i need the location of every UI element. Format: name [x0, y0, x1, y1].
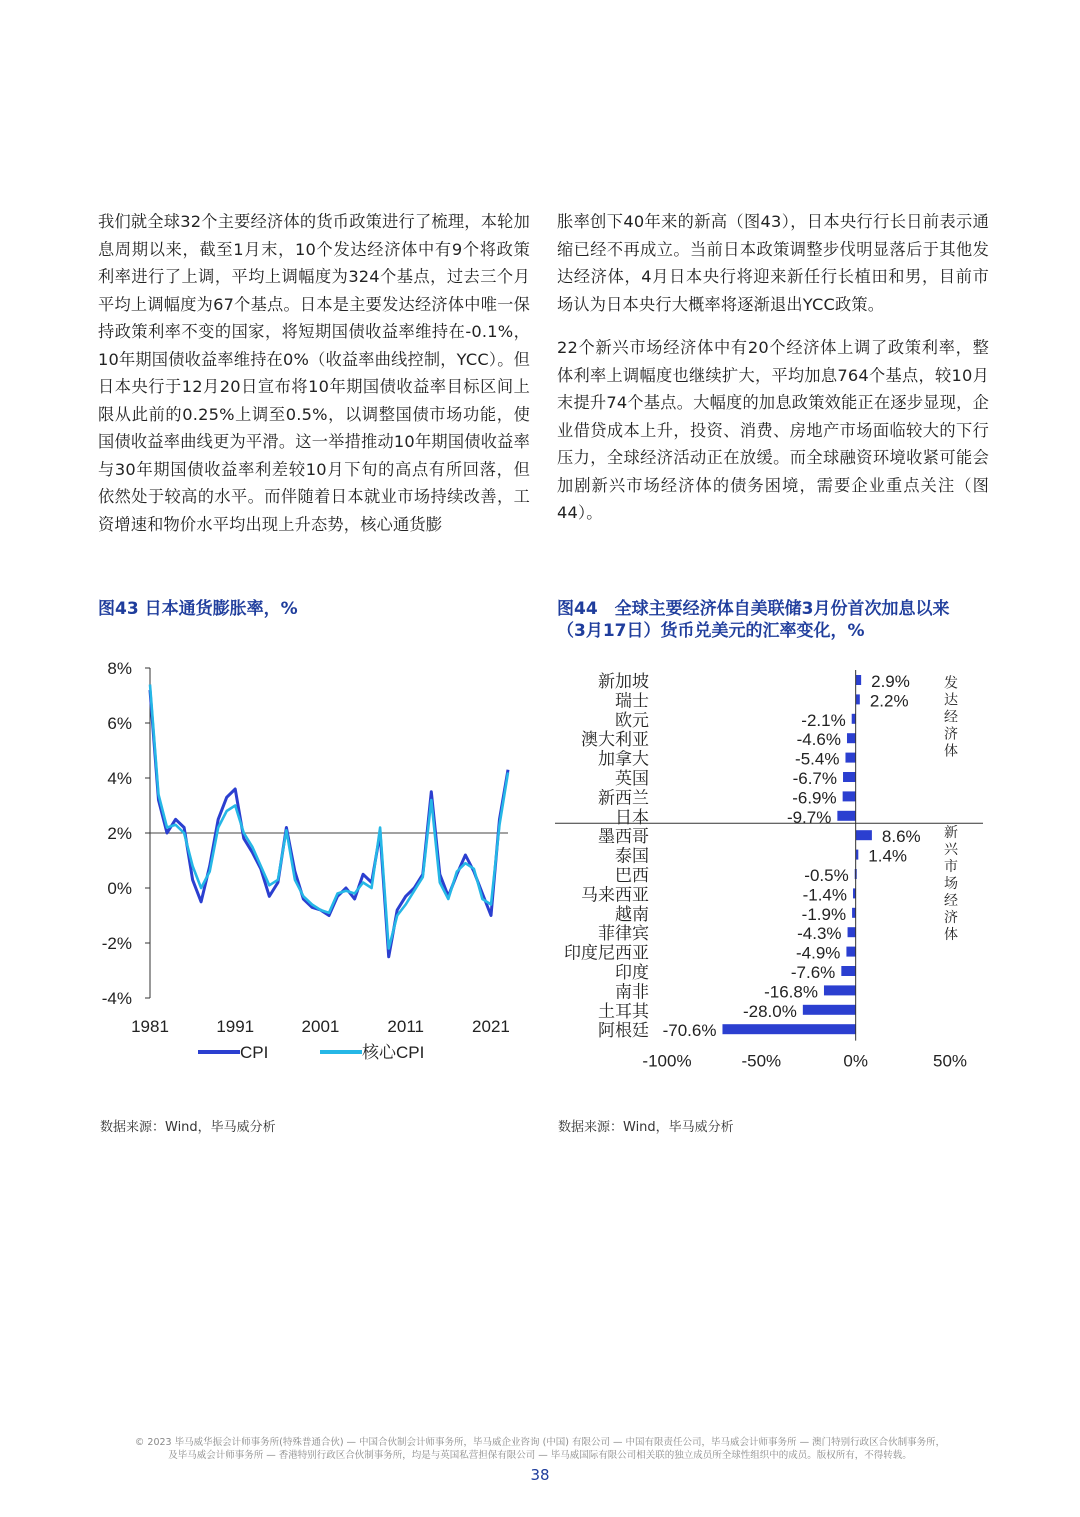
y-tick-label: 8% [107, 659, 132, 678]
group-label-emerging: 新兴市场经济体 [943, 824, 959, 944]
data-label: -4.6% [796, 730, 841, 750]
x-tick-label: 1991 [216, 1017, 255, 1036]
y-tick-label: -4% [101, 989, 132, 1008]
category-label: 加拿大 [598, 749, 649, 769]
bar [846, 947, 855, 957]
fig43-chart [90, 648, 530, 1068]
x-tick-label: -100% [642, 1051, 692, 1071]
data-label: -4.3% [797, 924, 842, 944]
bar [845, 753, 855, 763]
fig43-source: 数据来源：Wind，毕马威分析 [100, 1120, 276, 1135]
y-tick-label: 0% [107, 879, 132, 898]
x-tick-label: 2021 [472, 1017, 510, 1036]
category-label: 印度尼西亚 [564, 943, 649, 963]
legend-label-core-cpi: 核心CPI [362, 1043, 425, 1062]
bar [803, 1005, 856, 1015]
x-tick-label: -50% [741, 1051, 782, 1071]
bar [722, 1024, 855, 1034]
category-label: 欧元 [615, 710, 649, 730]
data-label: -7.6% [790, 963, 836, 982]
data-label: -5.4% [795, 749, 840, 769]
footer-legal-line1: © 2023 毕马威华振会计师事务所(特殊普通合伙) — 中国合伙制会计师事务所，毕马威企业咨询 (中国) 有限公司 — 中国有限责任公司，毕马威会计师事务所 — 澳门特别行政区合伙制事务所， [134, 1437, 946, 1448]
paragraph: 22个新兴市场经济体中有20个经济体上调了政策利率，整体利率上调幅度也继续扩大，平均加息764个基点，较10月末提升74个基点。大幅度的加息政策效能正在逐步显现，企业借贷成本上升，投资、消费、房地产市场面临较大的下行压力，全球经济活动正在放缓。而全球融资环境收紧可能会加剧新兴市场经济体的债务困境，需要企业重点关注（图44）。 [557, 338, 989, 522]
right-column [557, 208, 989, 543]
category-label: 越南 [615, 904, 649, 924]
category-label: 澳大利亚 [581, 730, 649, 750]
category-label: 阿根廷 [598, 1021, 649, 1041]
category-label: 墨西哥 [598, 827, 649, 847]
category-label: 土耳其 [598, 1001, 649, 1021]
bar [848, 927, 856, 937]
data-label: -28.0% [742, 1001, 797, 1021]
y-tick-label: 2% [107, 824, 132, 843]
x-tick-label: 2001 [301, 1017, 340, 1036]
category-label: 泰国 [615, 846, 649, 866]
fig44-source: 数据来源：Wind，毕马威分析 [558, 1120, 734, 1135]
bar [852, 908, 856, 918]
bar [837, 811, 855, 821]
data-label: 8.6% [881, 827, 921, 847]
data-label: 1.4% [868, 846, 908, 866]
data-label: -0.5% [804, 866, 849, 885]
fig44-title [557, 598, 997, 642]
x-tick-label: 0% [843, 1051, 868, 1071]
category-label: 新加坡 [598, 672, 649, 691]
bar [856, 694, 860, 704]
data-label: -9.7% [786, 807, 832, 827]
data-label: -2.1% [801, 710, 846, 730]
y-tick-label: 4% [107, 769, 132, 788]
data-label: -16.8% [764, 982, 818, 1002]
group-label-developed: 发达经济体 [943, 675, 959, 761]
footer-legal-line2: 及毕马威会计师事务所 — 香港特别行政区合伙制事务所，均是与英国私营担保有限公司 — 毕马威国际有限公司相关联的独立成员所全球性组织中的成员。版权所有，不得转载。 [168, 1450, 912, 1461]
category-label: 新西兰 [598, 788, 649, 808]
paragraph: 胀率创下40年来的新高（图43），日本央行行长日前表示通缩已经不再成立。当前日本政策调整步伐明显落后于其他发达经济体，4月日本央行将迎来新任行长植田和男，目前市场认为日本央行大概率将逐渐退出YCC政策。 [557, 212, 989, 314]
category-label: 日本 [615, 807, 649, 827]
category-label: 菲律宾 [598, 924, 649, 944]
data-label: -6.9% [792, 788, 837, 808]
data-label: -4.9% [796, 943, 841, 963]
data-label: -6.7% [792, 769, 838, 788]
legend-label-cpi: CPI [240, 1043, 269, 1062]
fig44-title-line1: 图44 全球主要经济体自美联储3月份首次加息以来 [557, 599, 950, 619]
paragraph: 我们就全球32个主要经济体的货币政策进行了梳理，本轮加息周期以来，截至1月末，10个发达经济体中有9个将政策利率进行了上调，平均上调幅度为324个基点，过去三个月平均上调幅度为67个基点。日本是主要发达经济体中唯一保持政策利率不变的国家，将短期国债收益率维持在-0.1%，10年期国债收益率维持在0%（收益率曲线控制，YCC）。但日本央行于12月20日宣布将10年期国债收益率目标区间上限从此前的0.25%上调至0.5%，以调整国债市场功能，使国债收益率曲线更为平滑。这一举措推动10年期国债收益率与30年期国债收益率利差较10月下旬的高点有所回落，但依然处于较高的水平。而伴随着日本就业市场持续改善，工资增速和物价水平均出现上升态势，核心通货膨 [98, 212, 530, 534]
bar [841, 966, 855, 976]
category-label: 马来西亚 [581, 885, 649, 905]
fig44-title-line2: （3月17日）货币兑美元的汇率变化，% [557, 621, 865, 641]
bar [824, 985, 856, 995]
bar [847, 733, 856, 743]
data-label: -70.6% [662, 1021, 717, 1041]
category-label: 南非 [615, 982, 649, 1002]
data-label: -1.4% [802, 885, 848, 905]
data-label: 2.9% [871, 672, 910, 691]
bar [843, 791, 856, 801]
y-tick-label: -2% [101, 934, 132, 953]
category-label: 英国 [615, 769, 649, 788]
x-tick-label: 2011 [387, 1017, 424, 1036]
fig44-chart [555, 660, 995, 1090]
data-label: -1.9% [801, 904, 847, 924]
core-cpi-series-line [150, 685, 508, 949]
category-label: 印度 [615, 963, 649, 982]
cpi-series-line [150, 690, 508, 957]
fig43-title: 图43 日本通货膨胀率，% [98, 599, 298, 619]
left-column [98, 208, 530, 554]
category-label: 巴西 [615, 866, 649, 885]
data-label: 2.2% [869, 691, 909, 711]
bar [852, 714, 856, 724]
category-label: 瑞士 [615, 691, 649, 711]
bar [856, 675, 861, 685]
x-tick-label: 1981 [131, 1017, 169, 1036]
bar [856, 830, 872, 840]
bar [843, 772, 856, 782]
y-tick-label: 6% [107, 714, 132, 733]
footer-legal [100, 1436, 980, 1462]
x-tick-label: 50% [932, 1051, 968, 1071]
page-number: 38 [530, 1466, 550, 1484]
